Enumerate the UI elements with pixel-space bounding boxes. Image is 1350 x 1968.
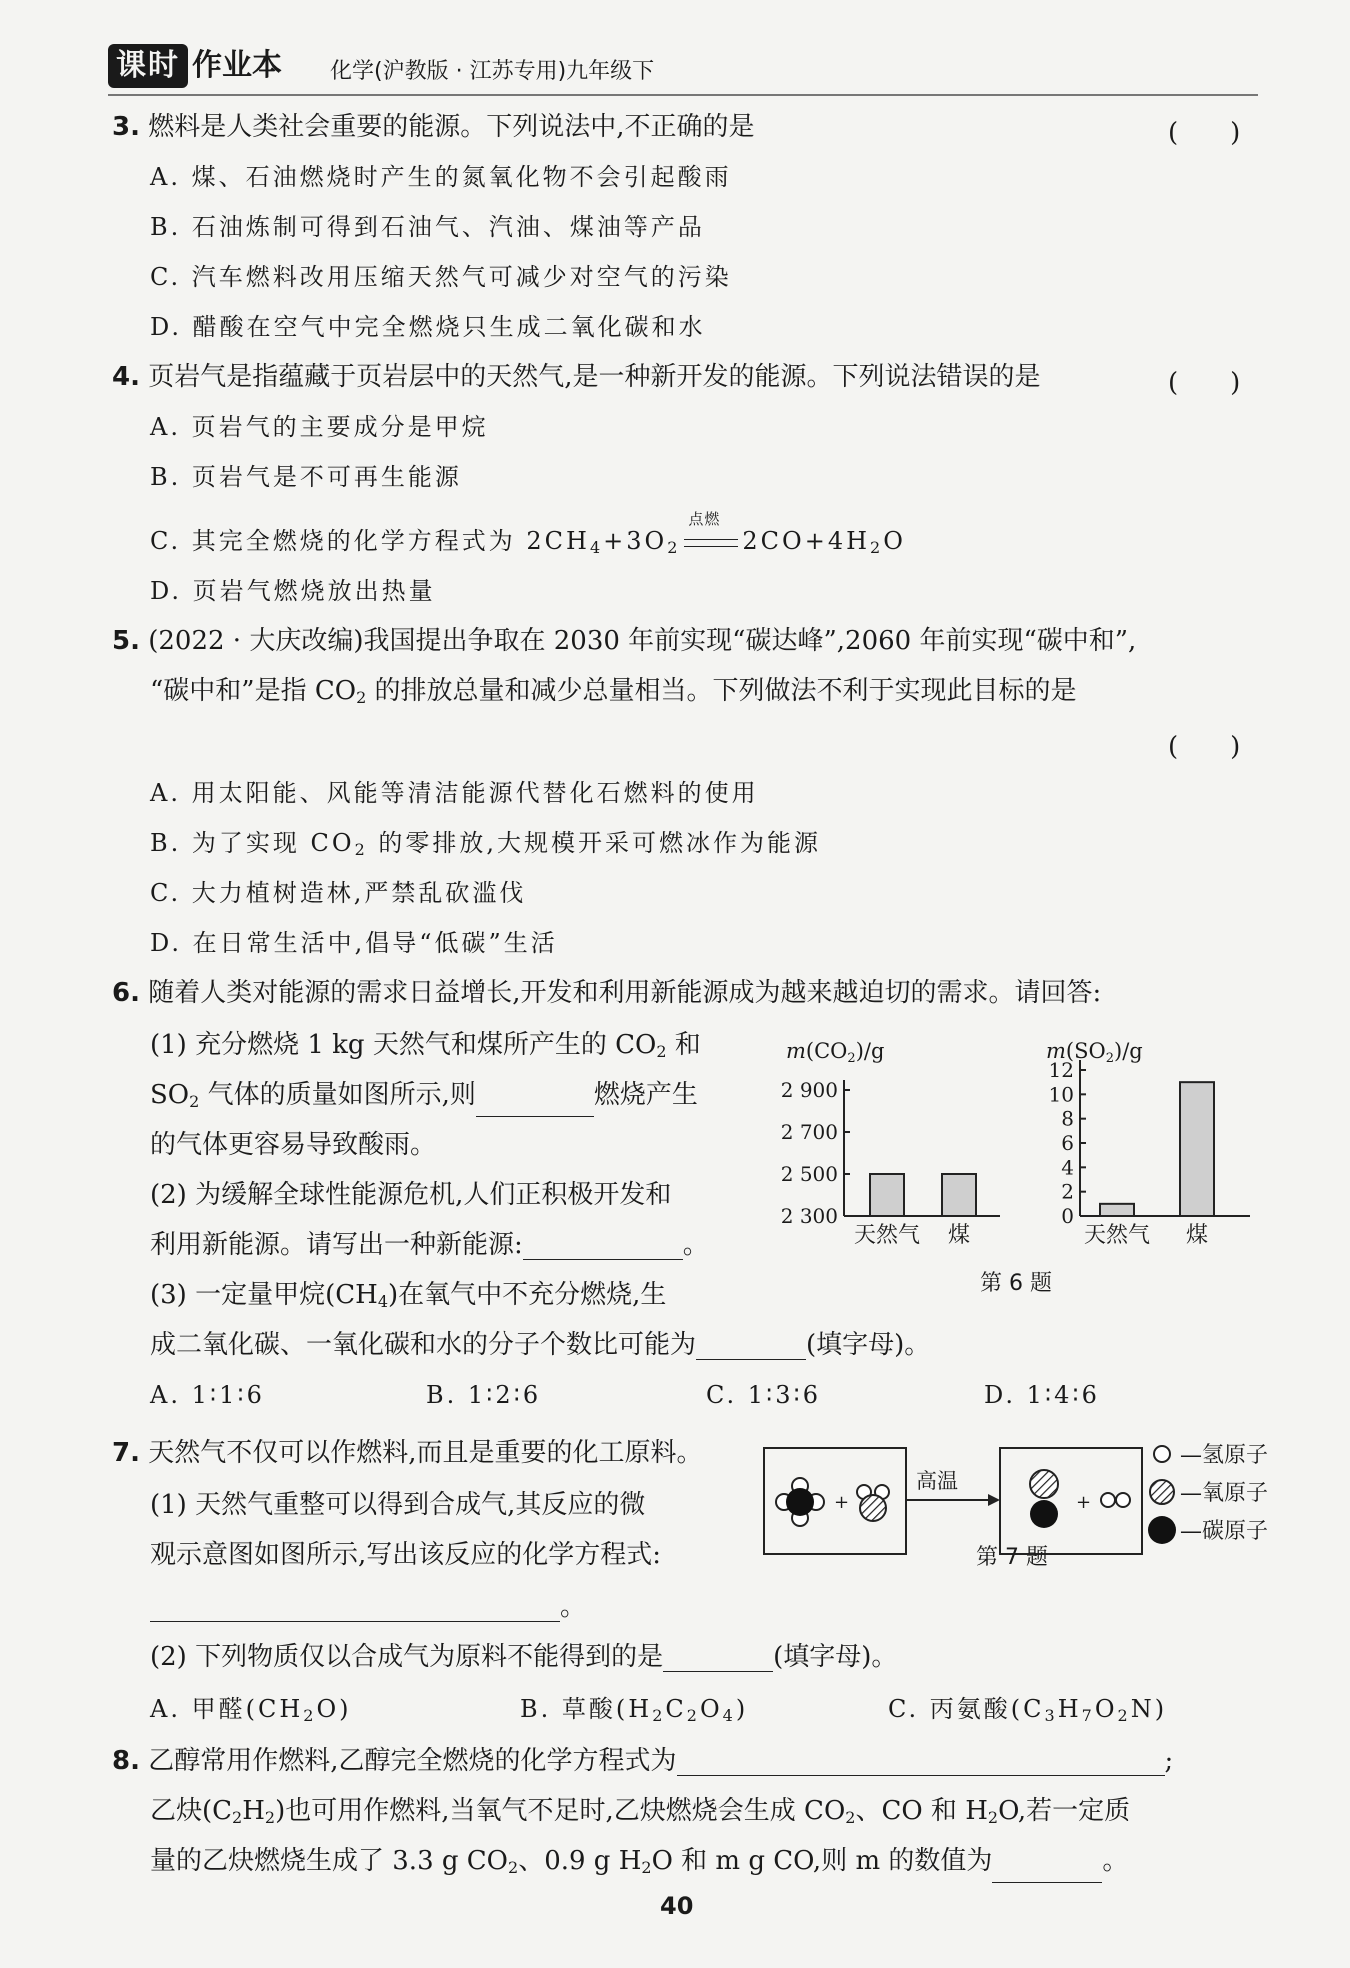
q4-c-reaction-arrow [680,510,742,556]
so2-ytick-label: 4 [1061,1155,1074,1180]
q6-p1-answer-blank[interactable] [476,1090,594,1117]
q4-option-b: B. 页岩气是不可再生能源 [150,463,462,491]
q4-option-a: A. 页岩气的主要成分是甲烷 [150,413,489,441]
q8-m-value-blank[interactable] [992,1856,1102,1883]
q7-c-n: O [1094,1695,1118,1723]
q8-l3-sub1: 2 [508,1858,519,1877]
q7-c-b: N) [1130,1695,1168,1723]
q7-p1-answer-blank[interactable] [150,1595,560,1622]
q6-p1-l2-c: 燃烧产生 [593,1080,698,1110]
q4-option-d: D. 页岩气燃烧放出热量 [150,577,436,605]
q6-stem-text: 随着人类对能源的需求日益增长,开发和利用新能源成为越来越迫切的需求。请回答: [148,978,1102,1008]
co2-ytick-label: 2 900 [780,1078,838,1102]
q7-stem-text: 天然气不仅可以作燃料,而且是重要的化工原料。 [148,1438,703,1468]
q8-number: 8. [112,1746,140,1776]
reaction-condition: 高温 [916,1469,958,1493]
so2-ytick-label: 8 [1061,1106,1074,1131]
q7-part1-line3 [150,1592,586,1622]
q6-p3-answer-blank[interactable] [696,1333,806,1360]
q7-b-m: C [665,1695,687,1723]
brand-logo [108,44,282,88]
q3-option-a: A. 煤、石油燃烧时产生的氮氧化物不会引起酸雨 [150,163,732,191]
so2-ytick-label: 2 [1061,1179,1074,1204]
q5-b-sub: 2 [354,840,368,859]
q5-line2-a: “碳中和”是指 CO [150,676,357,706]
q5-answer-paren: ( ) [1168,732,1241,762]
q4-c-equal-sign [684,539,738,547]
q6-p3-l1-b: )在氧气中不充分燃烧,生 [388,1280,667,1310]
co2-bar [942,1174,976,1216]
h2-molecule [1101,1493,1130,1507]
q6-option-a: A. 1∶1∶6 [150,1381,265,1409]
q5-option-c: C. 大力植树造林,严禁乱砍滥伐 [150,879,527,907]
q8-l2-d: O,若一定质 [998,1796,1131,1826]
hydrogen-legend-icon [1154,1446,1170,1462]
co2-bar [870,1174,904,1216]
q8-l2-sub3: 2 [845,1808,856,1827]
q6-p1-l2-sub: 2 [189,1092,200,1111]
so2-bar [1100,1204,1134,1216]
q8-l3-a: 量的乙炔燃烧生成了 3.3 g CO [150,1846,508,1876]
q6-p3-l1-a: (3) 一定量甲烷(CH [150,1280,378,1310]
q6-p3-l2-a: 成二氧化碳、一氧化碳和水的分子个数比可能为 [150,1330,697,1360]
legend [1148,1443,1268,1544]
q8-l3-c: O 和 m g CO,则 m 的数值为 [651,1846,993,1876]
q7-stem [112,1438,703,1468]
page-number: 40 [660,1892,694,1920]
co2-ytick-label: 2 500 [780,1162,838,1186]
q3-stem [112,112,755,142]
q6-part3-line1 [150,1280,666,1317]
q6-p1-l1-sub: 2 [656,1042,667,1061]
q6-p1-l1-a: (1) 充分燃烧 1 kg 天然气和煤所产生的 CO [150,1030,657,1060]
q7-p2-a: (2) 下列物质仅以合成气为原料不能得到的是 [150,1642,664,1672]
q8-line1 [112,1746,1173,1776]
co2-category-label: 天然气 [853,1223,921,1248]
q5-b-b: 的零排放,大规模开采可燃冰作为能源 [367,829,822,857]
q7-c-sub2: 7 [1081,1706,1095,1725]
q5-line1-text: (2022 · 大庆改编)我国提出争取在 2030 年前实现“碳达峰”,2060 年前实现“碳中和”, [148,626,1137,656]
q8-l3-sub2: 2 [641,1858,652,1877]
q8-line3 [150,1846,1128,1883]
q6-p1-l2-a: SO [150,1080,190,1110]
so2-category-label: 天然气 [1083,1223,1151,1248]
q6-p2-l2-text: 利用新能源。请写出一种新能源: [150,1230,523,1260]
q5-line2-sub: 2 [356,688,367,707]
q8-l2-sub4: 2 [987,1808,999,1827]
co2-ytick-label: 2 700 [780,1120,838,1144]
q6-number: 6. [112,978,140,1008]
q7-part1-line1: (1) 天然气重整可以得到合成气,其反应的微 [150,1490,646,1520]
q7-c-m: H [1057,1695,1082,1723]
q8-l2-c: 、CO 和 H [855,1796,988,1826]
q7-figure-caption: 第 7 题 [976,1545,1048,1570]
q7-b-sub2: 2 [686,1706,700,1725]
q8-line1-end: ; [1164,1746,1174,1776]
q4-c-sub2: 2 [667,538,681,557]
q7-c-sub1: 3 [1044,1706,1058,1725]
q8-l2-m: H [242,1796,265,1826]
q5-stem-line2 [150,676,1077,713]
q8-equation-blank[interactable] [677,1749,1165,1776]
so2-category-label: 煤 [1185,1223,1209,1248]
q4-stem-text: 页岩气是指蕴藏于页岩层中的天然气,是一种新开发的能源。下列说法错误的是 [148,362,1041,392]
q6-p3-l2-b: (填字母)。 [806,1330,931,1360]
q4-stem [112,362,1041,392]
q4-c-sub3: 2 [870,538,884,557]
q4-c-text3: 2CO+4H [742,527,871,555]
q7-p2-b: (填字母)。 [773,1642,898,1672]
q3-answer-paren: ( ) [1168,118,1241,148]
q7-c-a: C. 丙氨酸(C [888,1695,1045,1723]
q6-option-d: D. 1∶4∶6 [984,1381,1100,1409]
co2-category-label: 煤 [947,1223,971,1248]
q5-option-b [150,828,821,865]
q8-l2-sub2: 2 [264,1808,276,1827]
q8-l3-end: 。 [1102,1846,1129,1876]
plus-sign-2: + [1076,1492,1092,1513]
q6-p1-l2-b: 气体的质量如图所示,则 [199,1080,476,1110]
so2-ytick-label: 10 [1048,1082,1074,1107]
q6-part3-line2 [150,1330,930,1360]
brand-box: 课时 [108,44,188,88]
q3-option-c: C. 汽车燃料改用压缩天然气可减少对空气的污染 [150,263,732,291]
q7-option-a [150,1694,351,1731]
q3-number: 3. [112,112,140,142]
water-molecule [857,1485,889,1521]
q7-p2-answer-blank[interactable] [663,1645,773,1672]
co2-ylabel: m(CO2)/g [786,1039,885,1066]
q7-part1-line2: 观示意图如图所示,写出该反应的化学方程式: [150,1540,662,1570]
reaction-arrow-head [988,1494,1000,1506]
q4-c-condition: 点燃 [688,510,721,528]
q7-a-b: O) [316,1695,352,1723]
methane-molecule [776,1478,824,1526]
q8-l2-sub1: 2 [232,1808,243,1827]
q5-line2-b: 的排放总量和减少总量相当。下列做法不利于实现此目标的是 [366,676,1077,706]
q4-answer-paren: ( ) [1168,368,1241,398]
so2-bar-chart [1030,1028,1270,1258]
so2-ytick-label: 0 [1061,1204,1074,1228]
q4-number: 4. [112,362,140,392]
q7-part2 [150,1642,897,1672]
brand-rest: 作业本 [192,48,282,83]
q4-c-text2: +3O [603,527,668,555]
q6-option-c: C. 1∶3∶6 [706,1381,822,1409]
legend-oxygen: —氧原子 [1180,1481,1269,1506]
q7-option-b [520,1694,748,1731]
q7-a-sub: 2 [303,1706,317,1725]
so2-ytick-label: 6 [1061,1131,1074,1155]
q5-number: 5. [112,626,140,656]
q7-p1-end: 。 [560,1592,587,1622]
q4-c-text4: O [883,527,906,555]
q7-b-sub3: 4 [722,1706,736,1725]
q4-c-sub1: 4 [589,538,604,557]
q7-number: 7. [112,1438,140,1468]
header-subtitle: 化学(沪教版 · 江苏专用)九年级下 [330,59,655,84]
q3-stem-text: 燃料是人类社会重要的能源。下列说法中,不正确的是 [148,112,755,142]
q6-part1-line2 [150,1080,698,1117]
oxygen-legend-icon [1150,1480,1174,1504]
q6-part2-line2 [150,1230,709,1260]
q7-a-a: A. 甲醛(CH [150,1695,304,1723]
q6-part1-line1 [150,1030,701,1067]
legend-hydrogen: —氢原子 [1180,1443,1269,1468]
q8-l3-b: 、0.9 g H [518,1846,642,1876]
q6-p3-l1-sub: 4 [377,1292,388,1311]
q8-l2-b: )也可用作燃料,当氧气不足时,乙炔燃烧会生成 CO [275,1796,846,1826]
q7-c-sub3: 2 [1117,1706,1131,1725]
q5-b-a: B. 为了实现 CO [150,829,355,857]
q4-option-c [150,510,906,563]
q6-p1-l1-b: 和 [666,1030,701,1060]
q8-line2 [150,1796,1130,1833]
q7-b-a: B. 草酸(H [520,1695,653,1723]
q7-b-sub1: 2 [652,1706,666,1725]
so2-ytick-label: 12 [1048,1058,1074,1082]
q6-part1-line3: 的气体更容易导致酸雨。 [150,1130,437,1160]
q6-part2-line1: (2) 为缓解全球性能源危机,人们正积极开发和 [150,1180,672,1210]
so2-ylabel: m(SO2)/g [1046,1039,1143,1066]
legend-carbon: —碳原子 [1180,1519,1269,1544]
header-divider [108,94,1258,96]
q6-stem [112,978,1101,1008]
q8-l2-a: 乙炔(C [150,1796,233,1826]
q6-option-b: B. 1∶2∶6 [426,1381,542,1409]
q5-stem-line1 [112,626,1136,656]
co2-ytick-label: 2 300 [780,1204,838,1228]
co-molecule [1030,1470,1058,1528]
q5-option-d: D. 在日常生活中,倡导“低碳”生活 [150,929,558,957]
q3-option-d: D. 醋酸在空气中完全燃烧只生成二氧化碳和水 [150,313,706,341]
carbon-legend-icon [1148,1516,1176,1544]
q7-option-c [888,1694,1167,1731]
q8-line1-text: 乙醇常用作燃料,乙醇完全燃烧的化学方程式为 [148,1746,677,1776]
q7-b-n: O [699,1695,723,1723]
co2-bar-chart [770,1028,1020,1258]
q6-p2-end: 。 [682,1230,709,1260]
plus-sign-1: + [834,1492,850,1513]
so2-bar [1180,1082,1214,1216]
q6-figure-caption: 第 6 题 [980,1271,1052,1296]
q5-option-a: A. 用太阳能、风能等清洁能源代替化石燃料的使用 [150,779,759,807]
q7-b-b: ) [735,1695,749,1723]
q6-p2-answer-blank[interactable] [523,1233,683,1260]
q4-c-text1: C. 其完全燃烧的化学方程式为 2CH [150,527,590,555]
q3-option-b: B. 石油炼制可得到石油气、汽油、煤油等产品 [150,213,705,241]
